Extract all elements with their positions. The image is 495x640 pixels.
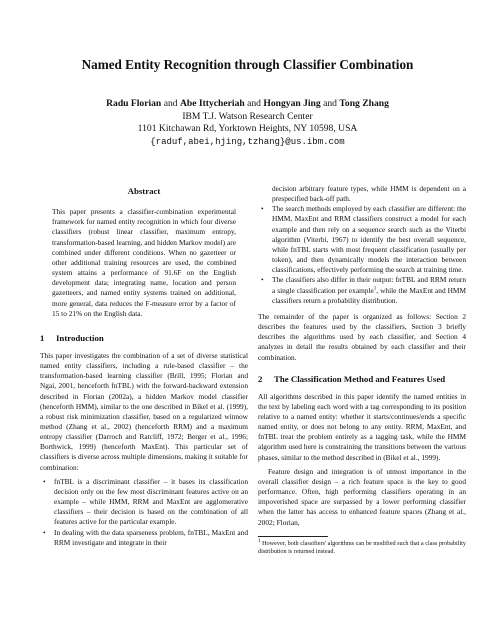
and-1: and [163, 98, 178, 109]
right-bullet-1: • The search methods employed by each classifier are different: the HMM, MaxEnt and RRM classifiers construct a model for each example and then rely on a sequence search such as the Viterbi algorithm (Viterbi, 1967) to identify the best overall sequence, while fnTBL starts with most frequent classification (usually per token), and then dynamically models the interaction between classifications, effectively performing the search at training time. [258, 204, 466, 275]
paper-title: Named Entity Recognition through Classifier Combination [81, 57, 414, 72]
right-column [258, 184, 466, 556]
author-3: Hongyan Jing [263, 98, 321, 109]
author-2: Abe Ittycheriah [179, 98, 245, 109]
author-block [0, 98, 495, 148]
footnote [258, 540, 466, 556]
footnote-rule [258, 536, 328, 537]
section-2-number: 2 [258, 373, 263, 384]
section-1-title: Introduction [56, 332, 104, 343]
right-bullet-list [258, 204, 466, 306]
section-2-paragraph-2: Feature design and integration is of utmost importance in the overall classifier design – a rich feature space is the key to good performance. Often, high performing classifiers operating in an impoverished space are surpassed by a lower performing classifier when the latter has access to enhanced feature spaces (Zhang et al., 2002; Florian, [258, 466, 466, 527]
section-2-heading [258, 374, 466, 385]
affiliation: IBM T.J. Watson Research Center [182, 110, 313, 122]
intro-bullet-1: • fnTBL is a discriminant classifier – it bases its classification decision only on the few most discriminant features active on an example – while HMM, RRM and MaxEnt are agglomerative classifiers – their decision is based on the combination of all features active for the particular example. [40, 477, 248, 528]
footnote-marker: 1 [373, 286, 377, 292]
author-4: Tong Zhang [339, 98, 389, 109]
right-bullet-2 [258, 275, 466, 305]
left-column [40, 186, 248, 548]
section-1-number: 1 [40, 332, 45, 343]
address: 1101 Kitchawan Rd, Yorktown Heights, NY 10598, USA [137, 123, 358, 135]
intro-paragraph: This paper investigates the combination of a set of diverse statistical named entity classifiers, including a rule-based classifier – the transformation-based learning classifier (Brill, 1995; Florian and Ngai, 2001, henceforth fnTBL) with the forward-backward extension described in Florian (2002a), a hidden Markov model classifier (henceforth HMM), similar to the one described in Bikel et al. (1999), a robust risk minimization classifier, based on a regularized winnow method (Zhang et al., 2002) (henceforth RRM) and a maximum entropy classifier (Darroch and Ratcliff, 1972; Berger et al., 1996; Borthwick, 1999) (henceforth MaxEnt). This particular set of classifiers is diverse across multiple dimensions, making it suitable for combination: [40, 350, 248, 472]
and-2: and [247, 98, 261, 109]
and-3: and [323, 98, 337, 109]
section-2-title: The Classification Method and Features Used [274, 373, 446, 384]
author-1: Radu Florian [106, 98, 162, 109]
right-bullet-2-part-a: The classifiers also differ in their output: fnTBL and RRM return a single classification per example [272, 275, 466, 295]
right-bullet-2-part-b: , while the MaxEnt and HMM classifiers return a probability distribution. [272, 285, 466, 305]
section-1-heading [40, 333, 248, 344]
email: {raduf,abei,hjing,tzhang}@us.ibm.com [150, 136, 345, 147]
intro-bullet-2: • In dealing with the data sparseness problem, fnTBL, MaxEnt and RRM investigate and integrate in their [40, 528, 248, 548]
footnote-text: However, both classifiers' algorithms can be modified such that a class probability distribution is returned instead. [258, 539, 466, 555]
abstract-heading: Abstract [127, 186, 161, 196]
remainder-paragraph: The remainder of the paper is organized as follows: Section 2 describes the features used by the classifiers, Section 3 briefly describes the algorithms used by each classifier, and Section 4 analyzes in detail the results obtained by each classifier and their combination. [258, 311, 466, 362]
author-names [0, 98, 495, 111]
intro-bullet-list [40, 477, 248, 548]
footnote-number: 1 [258, 538, 261, 544]
abstract-text: This paper presents a classifier-combination experimental framework for named entity recognition in which four diverse classifiers (robust linear classifier, maximum entropy, transformation-based learning, and hidden Markov model) are combined under different conditions. When no gazetteer or other additional training resources are used, the combined system attains a performance of 91.6F on the English development data; integrating name, location and person gazetteers, and named entity systems trained on additional, more general, data reduces the F-measure error by a factor of 15 to 21% on the English data. [52, 207, 236, 318]
section-2-paragraph-1: All algorithms described in this paper identify the named entities in the text by labeling each word with a tag corresponding to its position relative to a named entity: whether it starts/continues/ends a specific named entity, or does not belong to any entity. RRM, MaxEnt, and fnTBL treat the problem entirely as a tagging task, while the HMM algorithm used here is constraining the transitions between the various phases, similar to the method described in (Bikel et al., 1999). [258, 391, 466, 462]
bullet-continuation: decision arbitrary feature types, while HMM is dependent on a prespecified back-off path. [272, 184, 466, 204]
